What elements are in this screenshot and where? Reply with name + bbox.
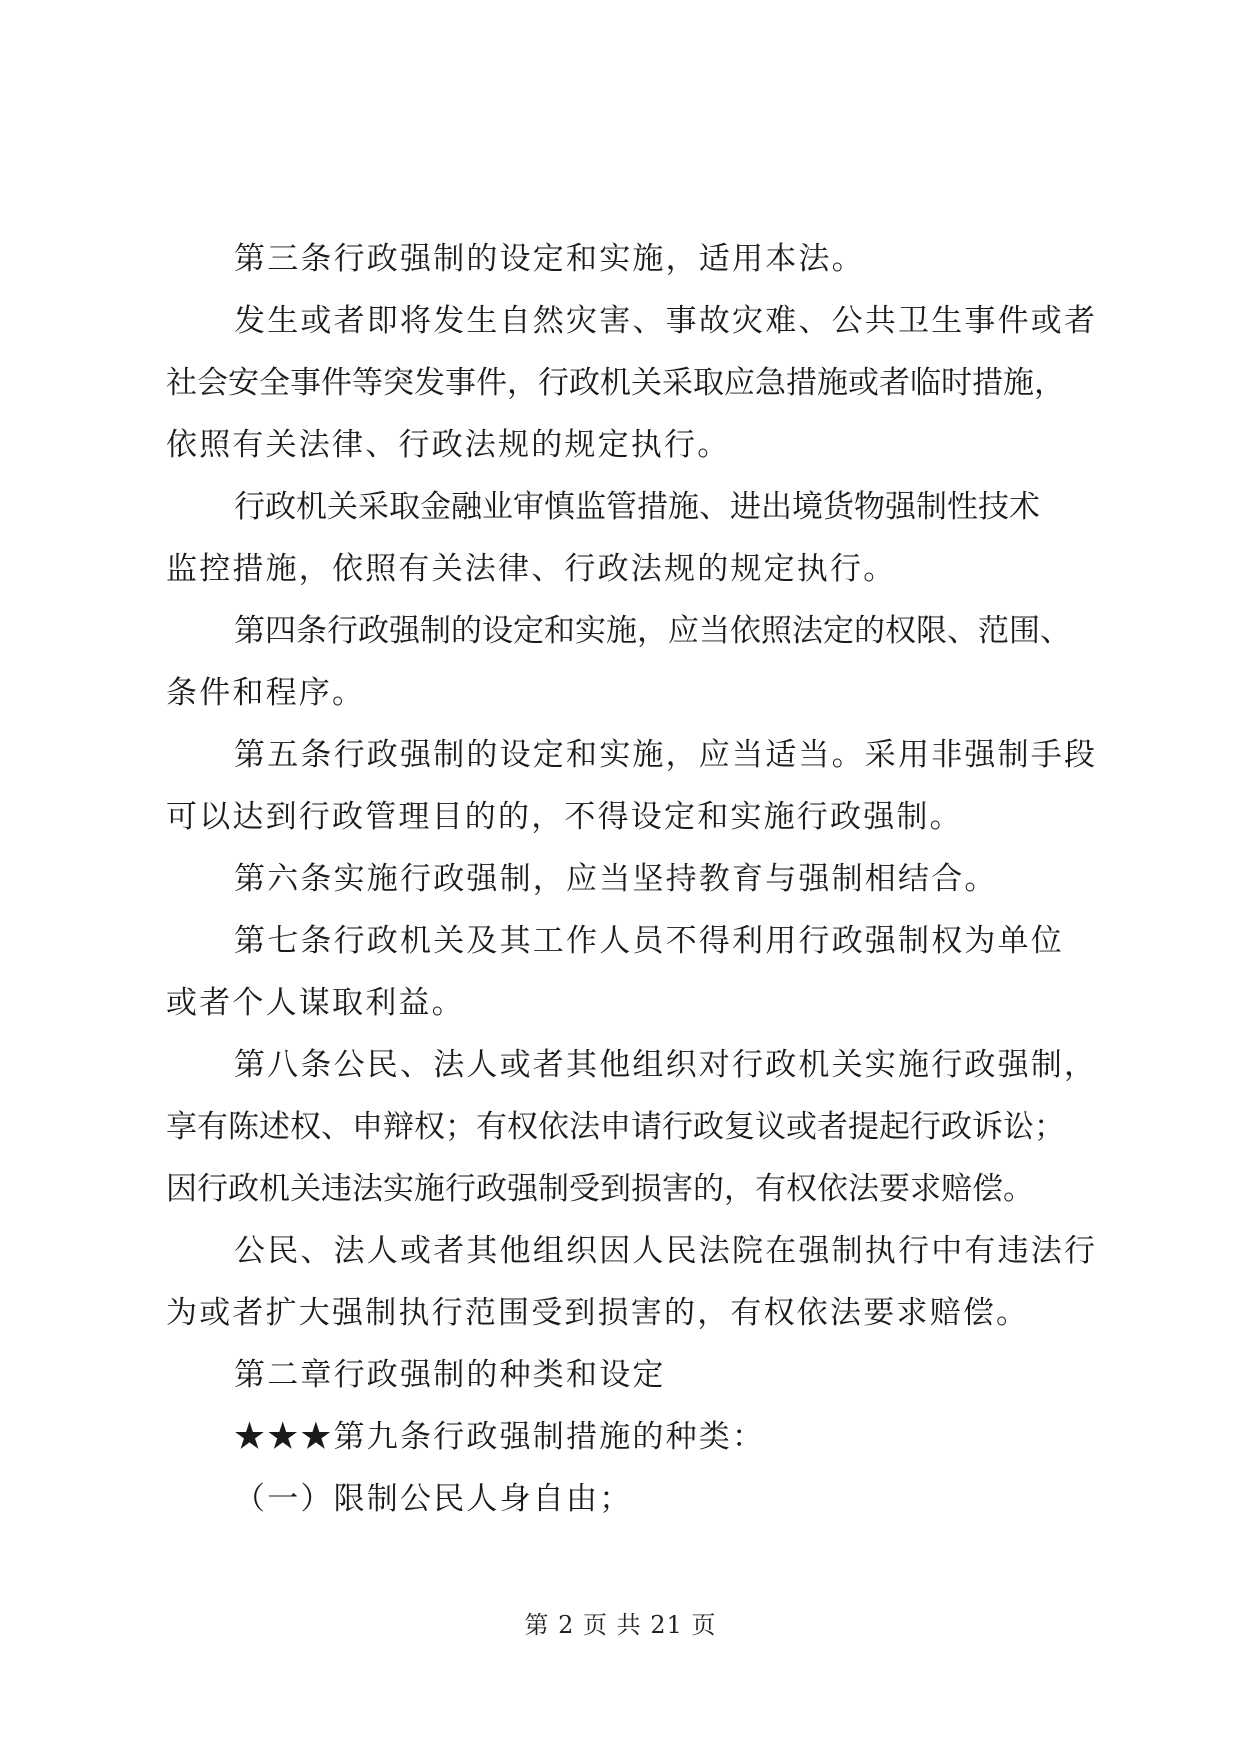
document-body: [166, 228, 1098, 1530]
article-heading: ★★★第九条行政强制措施的种类：: [234, 1419, 766, 1455]
paragraph-line: 因行政机关违法实施行政强制受到损害的，有权依法要求赔偿。: [166, 1171, 1034, 1207]
paragraph-line: 行政机关采取金融业审慎监管措施、进出境货物强制性技术: [234, 489, 1040, 525]
paragraph-line: 享有陈述权、申辩权；有权依法申请行政复议或者提起行政诉讼；: [166, 1109, 1065, 1145]
paragraph-line: 监控措施，依照有关法律、行政法规的规定执行。: [166, 551, 897, 587]
paragraph-line: 社会安全事件等突发事件，行政机关采取应急措施或者临时措施，: [166, 365, 1065, 401]
paragraph-line: 第四条行政强制的设定和实施，应当依照法定的权限、范围、: [234, 613, 1071, 649]
paragraph-line: 公民、法人或者其他组织因人民法院在强制执行中有违法行: [234, 1233, 1098, 1269]
paragraph-line: 条件和程序。: [166, 675, 366, 711]
paragraph-line: 第八条公民、法人或者其他组织对行政机关实施行政强制，: [234, 1047, 1098, 1083]
paragraph-line: 第七条行政机关及其工作人员不得利用行政强制权为单位: [234, 923, 1064, 959]
paragraph-line: 依照有关法律、行政法规的规定执行。: [166, 427, 731, 463]
list-item: （一）限制公民人身自由；: [234, 1481, 633, 1517]
paragraph-line: 或者个人谋取利益。: [166, 985, 465, 1021]
paragraph-line: 第三条行政强制的设定和实施，适用本法。: [234, 241, 865, 277]
chapter-heading: 第二章行政强制的种类和设定: [234, 1357, 666, 1393]
paragraph-line: 发生或者即将发生自然灾害、事故灾难、公共卫生事件或者: [234, 303, 1098, 339]
paragraph-line: 为或者扩大强制执行范围受到损害的，有权依法要求赔偿。: [166, 1295, 1030, 1331]
paragraph-line: 可以达到行政管理目的的，不得设定和实施行政强制。: [166, 799, 963, 835]
page-number: 第 2 页 共 21 页: [524, 1611, 717, 1639]
paragraph-line: 第六条实施行政强制，应当坚持教育与强制相结合。: [234, 861, 998, 897]
paragraph-line: 第五条行政强制的设定和实施，应当适当。采用非强制手段: [234, 737, 1098, 773]
